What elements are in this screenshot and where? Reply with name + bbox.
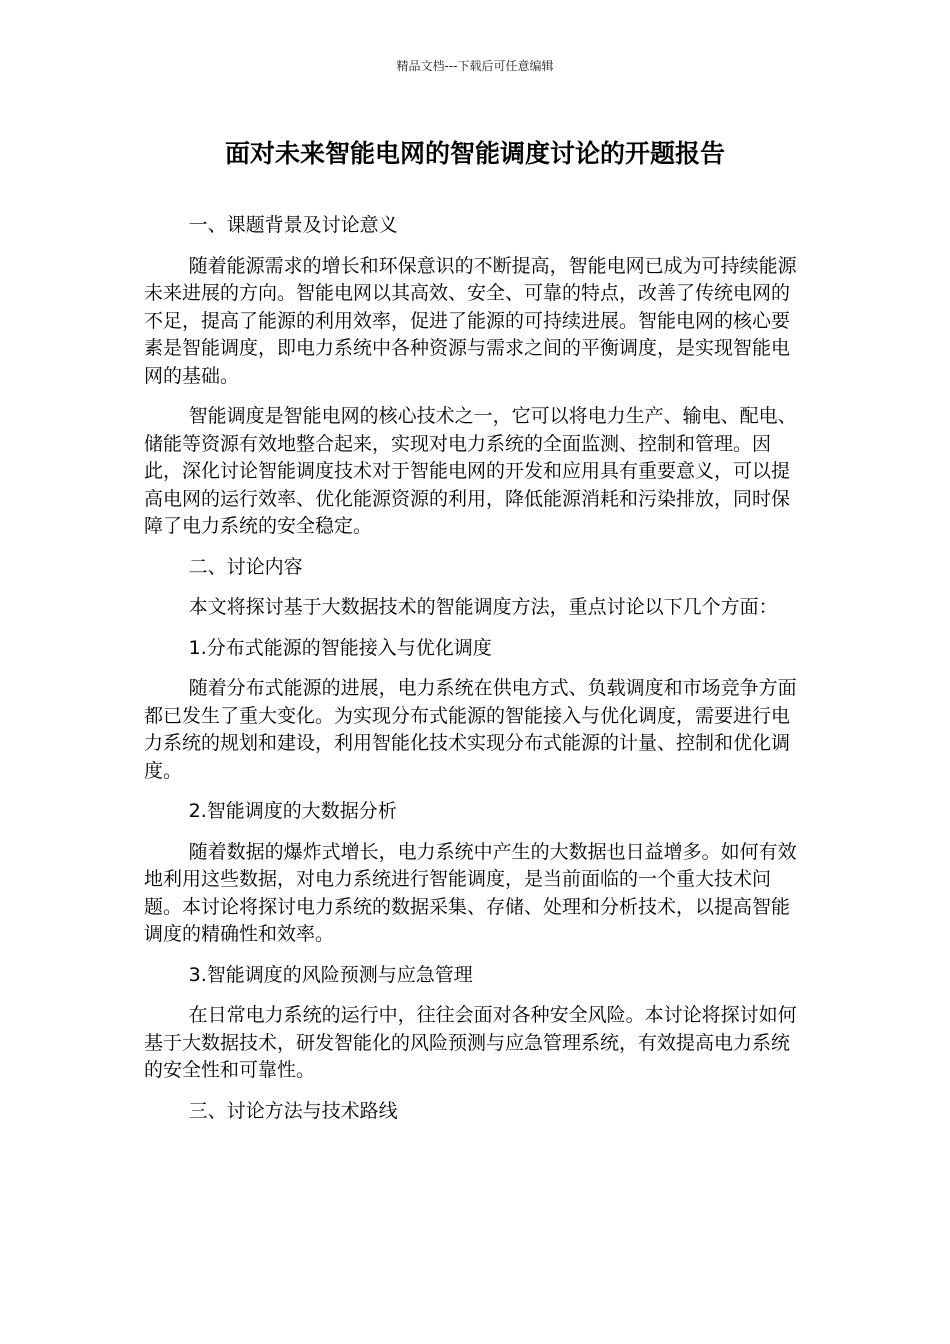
page-header: 精品文档---下载后可任意编辑 xyxy=(396,59,554,73)
document-body xyxy=(144,212,800,1138)
body-paragraph: 随着能源需求的增长和环保意识的不断提高，智能电网已成为可持续能源未来进展的方向。智能电网以其高效、安全、可靠的特点，改善了传统电网的不足，提高了能源的利用效率，促进了能源的可持续进展。智能电网的核心要素是智能调度，即电力系统中各种资源与需求之间的平衡调度，是实现智能电网的基础。 xyxy=(144,254,797,387)
body-paragraph: 在日常电力系统的运行中，往往会面对各种安全风险。本讨论将探讨如何基于大数据技术，研发智能化的风险预测与应急管理系统，有效提高电力系统的安全性和可靠性。 xyxy=(144,1004,797,1081)
section-heading-background: 一、课题背景及讨论意义 xyxy=(188,214,398,236)
subsection-heading-big-data: 2.智能调度的大数据分析 xyxy=(188,800,397,822)
subsection-heading-distributed-energy: 1.分布式能源的智能接入与优化调度 xyxy=(188,636,492,659)
body-paragraph: 智能调度是智能电网的核心技术之一，它可以将电力生产、输电、配电、储能等资源有效地整合起来，实现对电力系统的全面监测、控制和管理。因此，深化讨论智能调度技术对于智能电网的开发和应用具有重要意义，可以提高电网的运行效率、优化能源资源的利用，降低能源消耗和污染排放，同时保障了电力系统的安全稳定。 xyxy=(144,405,797,537)
subsection-heading-risk-prediction: 3.智能调度的风险预测与应急管理 xyxy=(188,963,473,986)
body-paragraph: 本文将探讨基于大数据技术的智能调度方法，重点讨论以下几个方面： xyxy=(188,596,778,618)
body-paragraph: 随着数据的爆炸式增长，电力系统中产生的大数据也日益增多。如何有效地利用这些数据，对电力系统进行智能调度，是当前面临的一个重大技术问题。本讨论将探讨电力系统的数据采集、存储、处理和分析技术，以提高智能调度的精确性和效率。 xyxy=(144,840,797,945)
document-title: 面对未来智能电网的智能调度讨论的开题报告 xyxy=(224,139,725,168)
body-paragraph: 随着分布式能源的进展，电力系统在供电方式、负载调度和市场竞争方面都已发生了重大变化。为实现分布式能源的智能接入与优化调度，需要进行电力系统的规划和建设，利用智能化技术实现分布式能源的计量、控制和优化调度。 xyxy=(144,677,797,782)
section-heading-methods: 三、讨论方法与技术路线 xyxy=(188,1099,398,1122)
section-heading-content: 二、讨论内容 xyxy=(188,555,303,578)
